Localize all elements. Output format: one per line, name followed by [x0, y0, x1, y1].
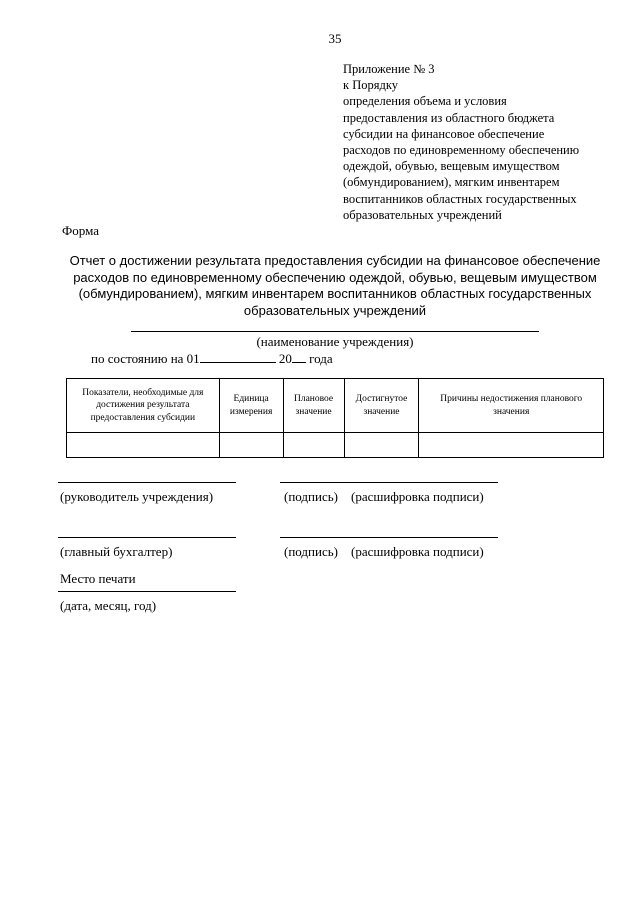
- appendix-line: одеждой, обувью, вещевым имуществом: [343, 159, 560, 174]
- report-date-line: [91, 351, 333, 367]
- form-label: Форма: [62, 223, 99, 238]
- appendix-line: субсидии на финансовое обеспечение: [343, 126, 545, 141]
- date-caption: (дата, месяц, год): [60, 598, 157, 613]
- institution-caption: (наименование учреждения): [256, 334, 414, 349]
- appendix-line: расходов по единовременному обеспечению: [343, 143, 580, 158]
- accountant-transcript-caption: (расшифровка подписи): [351, 544, 484, 559]
- column-header-unit: Единица измерения: [219, 379, 283, 433]
- accountant-name-line[interactable]: [58, 537, 236, 538]
- report-title-line: (обмундированием), мягким инвентарем воспитанников областных государственных: [78, 286, 592, 301]
- appendix-line: образовательных учреждений: [343, 207, 502, 222]
- appendix-line: к Порядку: [343, 78, 398, 93]
- appendix-line: предоставления из областного бюджета: [343, 110, 555, 125]
- appendix-line: Приложение № 3: [343, 62, 435, 76]
- appendix-line: (обмундированием), мягким инвентарем: [343, 175, 560, 190]
- appendix-reference: [343, 61, 633, 223]
- accountant-role-caption: (главный бухгалтер): [60, 544, 173, 559]
- accountant-signature-line[interactable]: [280, 537, 498, 538]
- column-header-planned: Плановое значение: [283, 379, 344, 433]
- indicators-table: [66, 378, 604, 458]
- head-transcript-caption: (расшифровка подписи): [351, 489, 484, 504]
- column-header-achieved: Достигнутое значение: [344, 379, 419, 433]
- date-year-blank[interactable]: [292, 351, 306, 363]
- date-suffix: года: [309, 351, 333, 366]
- appendix-line: определения объема и условия: [343, 94, 507, 109]
- stamp-place-label: Место печати: [60, 571, 136, 586]
- date-signature-line[interactable]: [58, 591, 236, 592]
- report-title-line: Отчет о достижении результата предоставления субсидии на финансовое обеспечение: [69, 253, 601, 268]
- head-signature-line[interactable]: [280, 482, 498, 483]
- institution-name-line[interactable]: [131, 331, 539, 332]
- table-cell[interactable]: [419, 433, 604, 458]
- head-role-caption: (руководитель учреждения): [60, 489, 214, 504]
- table-cell[interactable]: [219, 433, 283, 458]
- appendix-line: воспитанников областных государственных: [343, 191, 577, 206]
- date-prefix: по состоянию на 01: [91, 351, 200, 366]
- report-title-line: образовательных учреждений: [243, 302, 427, 318]
- column-header-indicators: Показатели, необходимые для достижения результата предоставления субсидии: [67, 379, 220, 433]
- head-name-line[interactable]: [58, 482, 236, 483]
- table-cell[interactable]: [283, 433, 344, 458]
- table-header-row: [67, 379, 604, 433]
- column-header-reasons: Причины недостижения планового значения: [419, 379, 604, 433]
- date-year-prefix: 20: [278, 351, 292, 366]
- head-signature-caption: (подпись): [284, 489, 338, 504]
- accountant-signature-caption: (подпись): [284, 544, 338, 559]
- page-number: 35: [328, 31, 342, 46]
- table-cell[interactable]: [67, 433, 220, 458]
- date-day-month-blank[interactable]: [200, 351, 276, 363]
- report-title: [60, 253, 610, 319]
- report-title-line: расходов по единовременному обеспечению одеждой, обувью, вещевым имуществом: [73, 269, 597, 285]
- table-cell[interactable]: [344, 433, 419, 458]
- table-row: [67, 433, 604, 458]
